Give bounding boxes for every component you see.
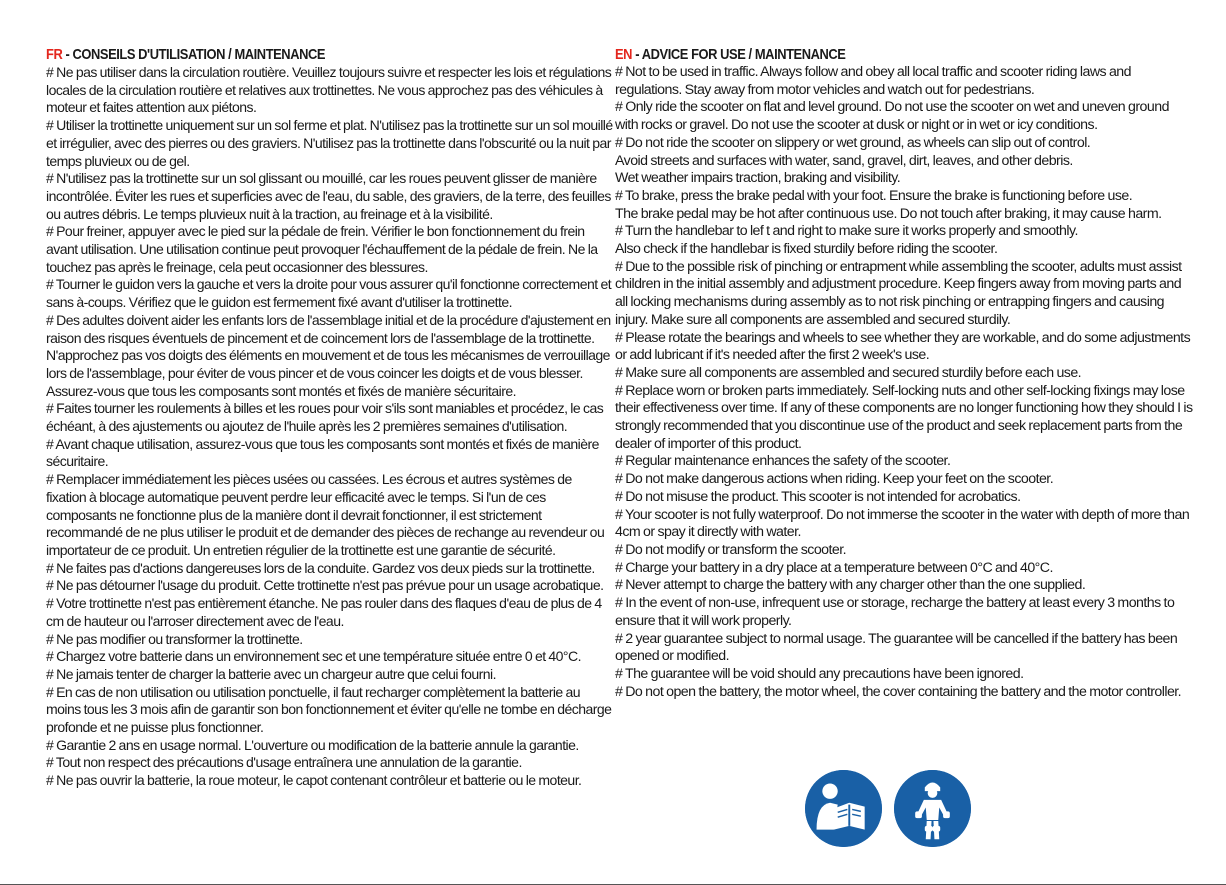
french-column <box>46 46 614 790</box>
french-paragraph: # Chargez votre batterie dans un environnement sec et une température située entre 0 et 40°C. <box>46 648 581 665</box>
english-paragraph: # Charge your battery in a dry place at a temperature between 0°C and 40°C. <box>615 559 1053 576</box>
english-paragraph: # Do not open the battery, the motor wheel, the cover containing the battery and the motor controller. <box>615 683 1182 700</box>
french-paragraph: # Ne faites pas d'actions dangereuses lors de la conduite. Gardez vos deux pieds sur la trottinette. <box>46 559 595 576</box>
english-paragraph: # Do not ride the scooter on slippery or wet ground, as wheels can slip out of control. <box>615 134 1091 151</box>
french-paragraph: # Ne pas modifier ou transformer la trottinette. <box>46 630 303 647</box>
english-paragraph: # Not to be used in traffic. Always follow and obey all local traffic and scooter riding laws and regulations. Stay away from motor vehicles and watch out for pedestrians. <box>615 64 1131 98</box>
english-paragraph: # Only ride the scooter on flat and level ground. Do not use the scooter on wet and uneven ground with rocks or gravel. Do not use the scooter at dusk or night or in wet or icy conditions. <box>615 99 1169 134</box>
french-paragraphs <box>46 64 614 790</box>
french-paragraph: # Ne pas ouvrir la batterie, la roue moteur, le capot contenant contrôleur et batterie ou le moteur. <box>46 772 582 789</box>
french-title: - CONSEILS D'UTILISATION / MAINTENANCE <box>62 46 326 63</box>
english-paragraph: # Replace worn or broken parts immediately. Self-locking nuts and other self-locking fixings may lose their effectiveness over time. If any of these components are no longer functioning how they should I is strongly recommended that you discontinue use of the product and seek replacement parts from the dealer of importer of this product. <box>615 382 1193 452</box>
french-paragraph: # Ne jamais tenter de charger la batterie avec un chargeur autre que celui fourni. <box>46 665 496 682</box>
french-paragraph: # Tourner le guidon vers la gauche et vers la droite pour vous assurer qu'il fonctionne correctement et sans à-coups. Vérifiez que le guidon est fermement fixé avant d'utiliser la trottinette. <box>46 276 612 311</box>
english-paragraph: Also check if the handlebar is fixed sturdily before riding the scooter. <box>615 241 998 258</box>
english-paragraph: # Make sure all components are assembled and secured sturdily before each use. <box>615 364 1082 381</box>
english-paragraph: # The guarantee will be void should any precautions have been ignored. <box>615 665 1024 682</box>
french-paragraph: # Votre trottinette n'est pas entièrement étanche. Ne pas rouler dans des flaques d'eau de plus de 4 cm de hauteur ou l'arroser directement avec de l'eau. <box>46 595 602 629</box>
french-paragraph: # Tout non respect des précautions d'usage entraînera une annulation de la garantie. <box>46 754 522 771</box>
french-paragraph: # Ne pas utiliser dans la circulation routière. Veuillez toujours suivre et respecter les lois et régulations locales de la circulation routière et relatives aux trottinettes. Ne vous approchez pas des véhicules à moteur et faites attention aux piétons. <box>46 64 612 116</box>
english-paragraph: # To brake, press the brake pedal with your foot. Ensure the brake is functioning before use. <box>615 187 1133 204</box>
english-paragraph: # Due to the possible risk of pinching or entrapment while assembling the scooter, adults must assist children in the initial assembly and adjustment procedure. Keep fingers away from moving parts and all locking mechanisms during assembly as to not risk pinching or entrapping fingers and causing injury. Make sure all components are assembled and secured sturdily. <box>615 258 1182 328</box>
english-paragraphs <box>615 64 1193 701</box>
french-paragraph: # Garantie 2 ans en usage normal. L'ouverture ou modification de la batterie annule la garantie. <box>46 736 579 753</box>
safety-icons <box>805 770 971 847</box>
english-paragraph: The brake pedal may be hot after continuous use. Do not touch after braking, it may cause harm. <box>615 205 1162 222</box>
french-paragraph: # Ne pas détourner l'usage du produit. Cette trottinette n'est pas prévue pour un usage acrobatique. <box>46 577 604 594</box>
french-heading <box>46 46 534 63</box>
english-paragraph: # Do not modify or transform the scooter. <box>615 541 847 558</box>
english-paragraph: # Do not make dangerous actions when riding. Keep your feet on the scooter. <box>615 471 1054 488</box>
french-paragraph: # Faites tourner les roulements à billes et les roues pour voir s'ils sont maniables et procédez, le cas échéant, à des ajustements ou ajoutez de l'huile après les 2 premières semaines d'utilisation. <box>46 400 604 435</box>
protective-gear-icon <box>894 770 971 847</box>
french-paragraph: # Avant chaque utilisation, assurez-vous que tous les composants sont montés et fixés de manière sécuritaire. <box>46 435 599 470</box>
french-paragraph: # Remplacer immédiatement les pièces usées ou cassées. Les écrous et autres systèmes de fixation à blocage automatique peuvent perdre leur efficacité avec le temps. Si l'un de ces composants ne fonctionne plus de la manière dont il devrait fonctionner, il est strictement recommandé de ne plus utiliser le produit et de demander des pièces de rechange au revendeur ou importateur de ce produit. Un entretien régulier de la trottinette est une garantie de sécurité. <box>46 471 605 558</box>
french-paragraph: # N'utilisez pas la trottinette sur un sol glissant ou mouillé, car les roues peuvent glisser de manière incontrôlée. Éviter les rues et superficies avec de l'eau, du sable, des graviers, de la terre, des feuilles ou autres débris. Le temps pluvieux nuit à la traction, au freinage et à la visibilité. <box>46 170 611 222</box>
english-heading <box>615 46 1112 63</box>
english-paragraph: # In the event of non-use, infrequent use or storage, recharge the battery at least every 3 months to ensure that it will work properly. <box>615 595 1175 629</box>
english-title: - ADVICE FOR USE / MAINTENANCE <box>632 46 846 63</box>
french-paragraph: # Des adultes doivent aider les enfants lors de l'assemblage initial et de la procédure d'ajustement en raison des risques éventuels de pincement et de coincement lors de l'assemblage de la trottinette. N'approchez pas vos doigts des éléments en mouvement et de tous les mécanismes de verrouillage lors de l'assemblage, pour éviter de vous pincer et de vous coincer les doigts et de vous blesser. Assurez-vous que tous les composants sont montés et fixés de manière sécuritaire. <box>46 311 611 399</box>
english-paragraph: # Regular maintenance enhances the safety of the scooter. <box>615 453 951 470</box>
english-paragraph: # Never attempt to charge the battery with any charger other than the one supplied. <box>615 577 1086 594</box>
english-paragraph: # 2 year guarantee subject to normal usage. The guarantee will be cancelled if the battery has been opened or modified. <box>615 630 1178 665</box>
english-paragraph: # Your scooter is not fully waterproof. Do not immerse the scooter in the water with depth of more than 4cm or spay it directly with water. <box>615 506 1190 541</box>
french-paragraph: # En cas de non utilisation ou utilisation ponctuelle, il faut recharger complètement la batterie au moins tous les 3 mois afin de garantir son bon fonctionnement et éviter qu'elle ne tombe en décharge profonde et ne puisse plus fonctionner. <box>46 683 612 736</box>
english-column <box>615 46 1193 701</box>
english-paragraph: Wet weather impairs traction, braking and visibility. <box>615 170 901 187</box>
english-paragraph: Avoid streets and surfaces with water, sand, gravel, dirt, leaves, and other debris. <box>615 152 1073 169</box>
english-paragraph: # Turn the handlebar to lef t and right to make sure it works properly and smoothly. <box>615 223 1078 240</box>
french-paragraph: # Pour freiner, appuyer avec le pied sur la pédale de frein. Vérifier le bon fonctionnement du frein avant utilisation. Une utilisation continue peut provoquer l'échauffement de la pédale de frein. Ne la touchez pas après le freinage, cela peut occasionner des blessures. <box>46 223 598 275</box>
english-paragraph: # Please rotate the bearings and wheels to see whether they are workable, and do some adjustments or add lubricant if it's needed after the first 2 week's use. <box>615 329 1191 364</box>
read-manual-icon <box>805 770 882 847</box>
english-paragraph: # Do not misuse the product. This scooter is not intended for acrobatics. <box>615 488 1021 505</box>
english-lang-code: EN <box>615 46 633 63</box>
french-lang-code: FR <box>46 46 63 63</box>
french-paragraph: # Utiliser la trottinette uniquement sur un sol ferme et plat. N'utilisez pas la trottinette sur un sol mouillé et irrégulier, avec des pierres ou des graviers. N'utilisez pas la trottinette dans l'obscurité ou la nuit par temps pluvieux ou de gel. <box>46 117 613 169</box>
